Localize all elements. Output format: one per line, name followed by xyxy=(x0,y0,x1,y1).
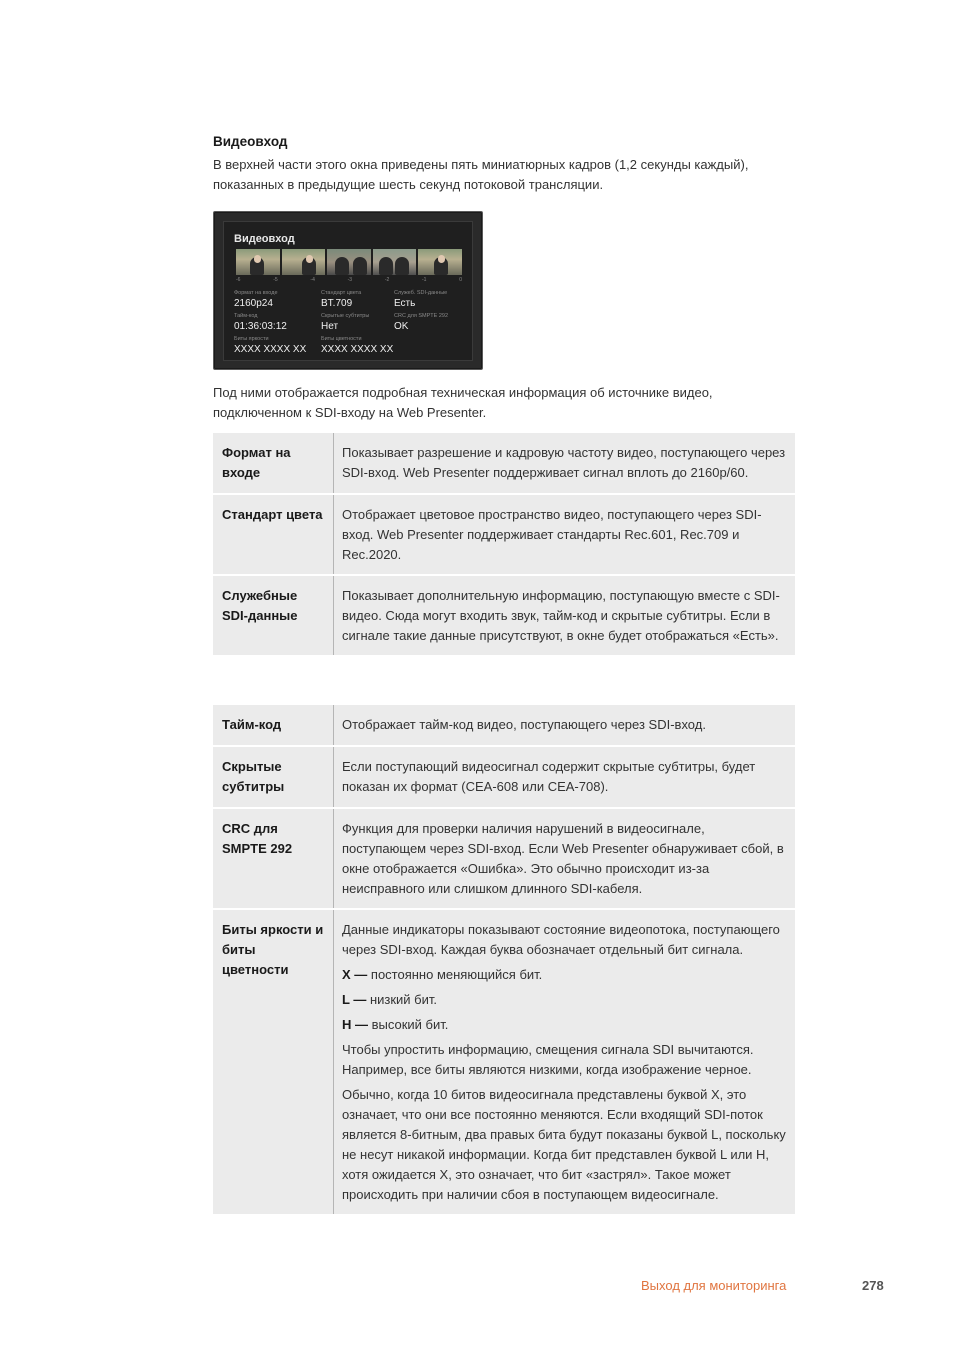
field-value: OK xyxy=(394,321,409,332)
field-label: Формат на входе xyxy=(234,290,278,296)
thumbnail-frame xyxy=(418,249,462,275)
field-value: XXXX XXXX XX xyxy=(234,344,307,355)
field-label: Служеб. SDI-данные xyxy=(394,290,448,296)
table-row xyxy=(213,705,795,747)
field-label: Скрытые субтитры xyxy=(321,313,370,319)
video-input-screenshot xyxy=(213,211,483,370)
thumbnail-frame xyxy=(373,249,417,275)
settings-table-1 xyxy=(213,433,795,655)
row-description: Если поступающий видеосигнал содержит скрытые субтитры, будет показан их формат (CEA-608 или CEA-708). xyxy=(342,759,756,794)
legend-h: H — высокий бит. xyxy=(342,1017,449,1032)
table-row xyxy=(213,576,795,655)
section-title: Видеовход xyxy=(213,134,288,149)
settings-table-2 xyxy=(213,705,795,1214)
legend-x: X — постоянно меняющийся бит. xyxy=(342,967,543,982)
row-description: Отображает тайм-код видео, поступающего через SDI-вход. xyxy=(342,717,706,732)
row-description: Функция для проверки наличия нарушений в видеосигнале, поступающем через SDI-вход. Если Web Presenter обнаруживает сбой, в окне отображается «Ошибка». Это обычно происходит из-за неисправного или слишком длинного SDI-кабеля. xyxy=(342,821,784,896)
table-row xyxy=(213,910,795,1214)
details-paragraph: Под ними отображается подробная техническая информация об источнике видео, подключенном к SDI-входу на Web Presenter. xyxy=(213,385,713,420)
table-row xyxy=(213,747,795,809)
row-description: Данные индикаторы показывают состояние видеопотока, поступающего через SDI-вход. Каждая буква обозначает отдельный бит сигнала. X — постоянно меняющийся бит. L — низкий бит. H — высокий бит. Чтобы упростить информацию, смещения сигнала SDI вычитаются. Например, все биты являются низкими, когда изображение черное. Обычно, когда 10 битов видеосигнала представлены буквой X, это означает, что они все постоянно меняются. Если входящий SDI-поток является 8-битным, два правых бита будут показаны буквой L, поскольку не несут никакой информации. Когда бит представлен буквой L или H, хотя ожидается X, это означает, что бит «застрял». Такое может происходить при наличии сбоя в поступающем видеосигнале. xyxy=(342,922,786,1202)
row-term: Стандарт цвета xyxy=(213,495,334,574)
thumbnail-strip xyxy=(236,249,462,275)
field-value: Есть xyxy=(394,298,416,309)
field-label: Биты цветности xyxy=(321,336,362,342)
row-description: Показывает дополнительную информацию, поступающую вместе с SDI-видео. Сюда могут входить звук, тайм-код и скрытые субтитры. Если в сигнале такие данные присутствуют, в окне будет отображаться «Есть». xyxy=(342,588,780,643)
footer-section-title: Выход для мониторинга xyxy=(641,1278,787,1293)
video-input-window xyxy=(223,221,473,361)
table-row xyxy=(213,809,795,910)
timeline-ticks: -6 -5 -4 -3 -2 -1 0 xyxy=(236,277,462,283)
legend-l: L — низкий бит. xyxy=(342,992,437,1007)
table-row xyxy=(213,433,795,495)
field-value: 01:36:03:12 xyxy=(234,321,287,332)
row-term: Скрытые субтитры xyxy=(213,747,334,807)
intro-paragraph: В верхней части этого окна приведены пять миниатюрных кадров (1,2 секунды каждый), показанных в предыдущие шесть секунд потоковой трансляции. xyxy=(213,157,749,192)
thumbnail-frame xyxy=(327,249,371,275)
row-term: Тайм-код xyxy=(213,705,334,745)
row-term: CRC для SMPTE 292 xyxy=(213,809,334,908)
field-value: XXXX XXXX XX xyxy=(321,344,394,355)
thumbnail-frame xyxy=(282,249,326,275)
field-label: CRC для SMPTE 292 xyxy=(394,313,449,319)
row-term: Формат на входе xyxy=(213,433,334,493)
row-description: Показывает разрешение и кадровую частоту видео, поступающего через SDI-вход. Web Presenter поддерживает сигнал вплоть до 2160p/60. xyxy=(342,445,786,480)
panel-title: Видеовход xyxy=(234,233,295,245)
field-value: 2160p24 xyxy=(234,298,273,309)
row-term: Биты яркости и биты цветности xyxy=(213,910,334,1214)
field-value: BT.709 xyxy=(321,298,353,309)
thumbnail-frame xyxy=(236,249,280,275)
row-description: Отображает цветовое пространство видео, поступающего через SDI-вход. Web Presenter поддерживает стандарты Rec.601, Rec.709 и Rec.2020. xyxy=(342,507,762,562)
field-label: Стандарт цвета xyxy=(321,290,362,296)
row-term: Служебные SDI-данные xyxy=(213,576,334,655)
page-number: 278 xyxy=(862,1278,884,1293)
field-label: Тайм-код xyxy=(234,313,258,319)
field-label: Биты яркости xyxy=(234,336,269,342)
table-row xyxy=(213,495,795,576)
field-value: Нет xyxy=(321,321,339,332)
